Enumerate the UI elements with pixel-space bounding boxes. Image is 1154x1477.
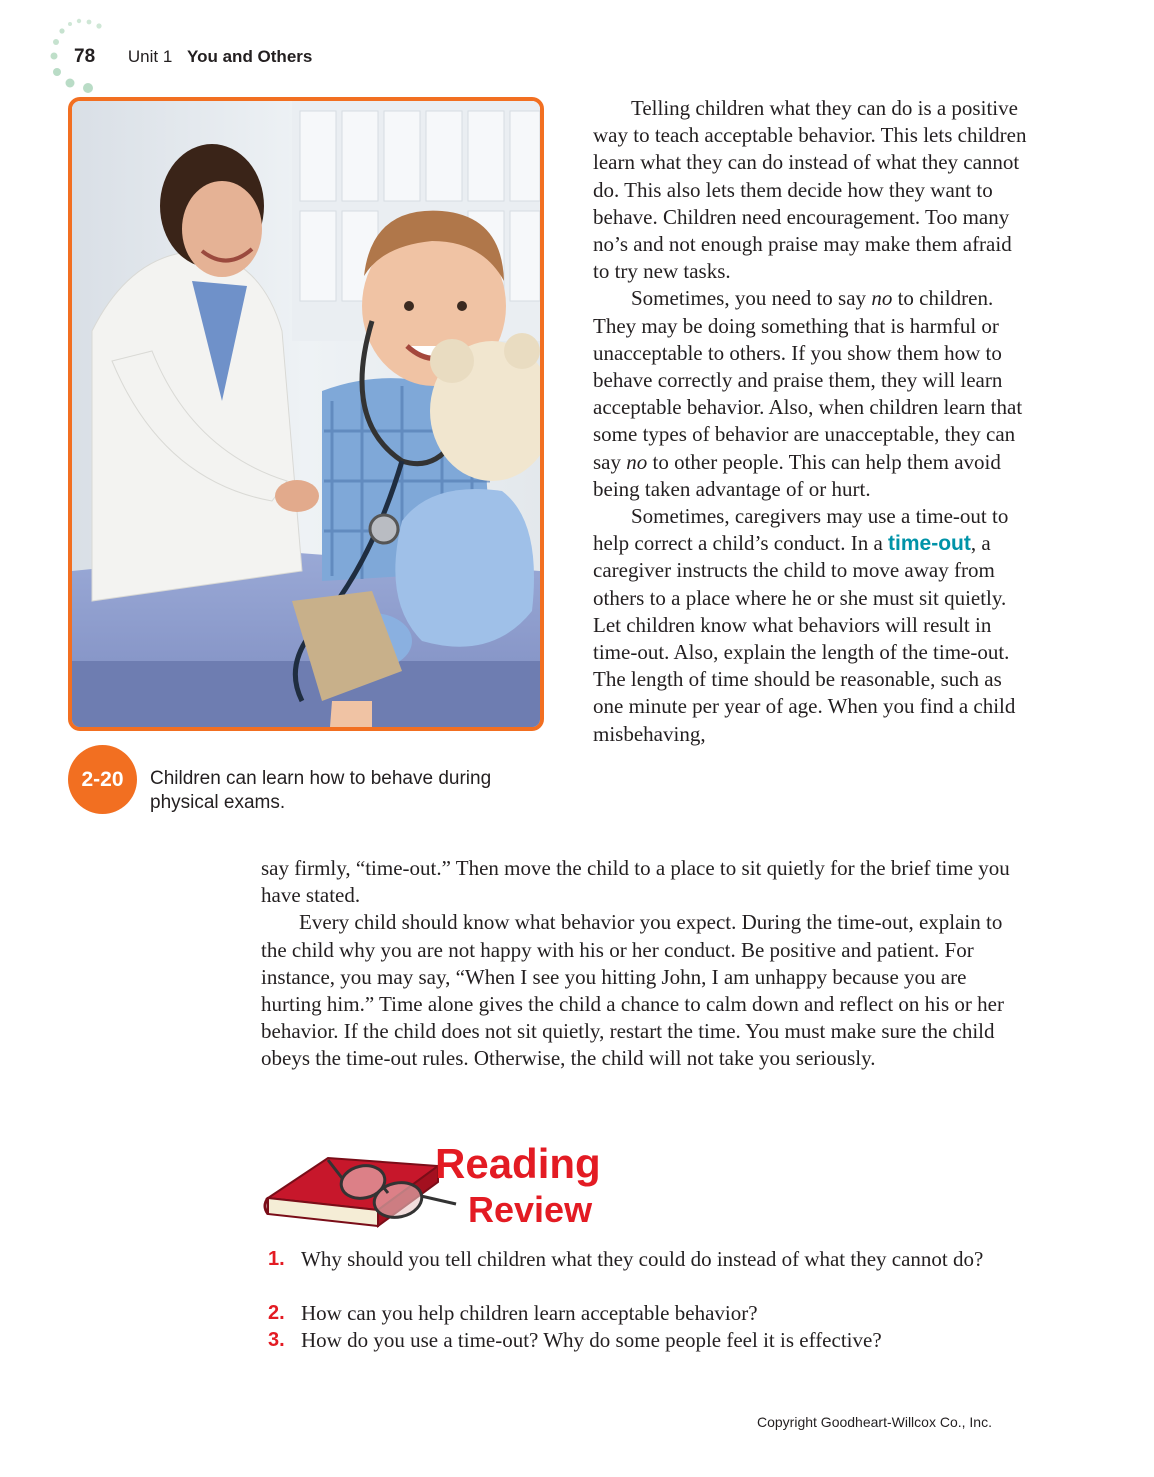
reading-review-subtitle: Review bbox=[468, 1189, 593, 1230]
page-number: 78 bbox=[74, 46, 96, 67]
question-number: 3. bbox=[268, 1329, 285, 1351]
figure-number-badge: 2-20 bbox=[68, 745, 137, 814]
book-glasses-icon bbox=[258, 1148, 458, 1232]
review-question bbox=[268, 1246, 1038, 1273]
paragraph-4: Every child should know what behavior you expect. During the time-out, explain to the child why you are not happy with his or her conduct. Be positive and patient. For instance, you may say, “When I see you hitting John, I am unhappy because you are hurting him.” Time alone gives the child a chance to calm down and reflect on his or her behavior. If the child does not sit quietly, restart the time. You must make sure the child obeys the time-out rules. Otherwise, the child will not take you seriously. bbox=[261, 910, 1004, 1071]
doctor-child-illustration bbox=[72, 101, 540, 727]
key-term-time-out: time-out bbox=[888, 532, 971, 556]
emphasis-no: no bbox=[871, 286, 893, 311]
wide-text bbox=[261, 855, 1031, 1073]
emphasis-no: no bbox=[626, 449, 648, 474]
question-text: How do you use a time-out? Why do some people feel it is effective? bbox=[301, 1328, 882, 1352]
reading-review-title: Reading bbox=[435, 1140, 601, 1187]
question-text: How can you help children learn acceptable behavior? bbox=[301, 1301, 758, 1325]
copyright-footer: Copyright Goodheart-Willcox Co., Inc. bbox=[757, 1414, 992, 1430]
right-column-text bbox=[593, 95, 1033, 748]
unit-title: You and Others bbox=[187, 47, 313, 66]
paragraph-3: Sometimes, caregivers may use a time-out to help correct a child’s conduct. In a time-out, a caregiver instructs the child to move away from others to a place where he or she must sit quietly. Let children know what behaviors will result in time-out. Also, explain the length of the time-out. The length of time should be reasonable, such as one minute per year of age. When you find a child misbehaving, bbox=[593, 504, 1016, 746]
question-text: Why should you tell children what they could do instead of what they cannot do? bbox=[301, 1247, 984, 1271]
figure-caption: Children can learn how to behave during physical exams. bbox=[150, 768, 492, 813]
paragraph-2: Sometimes, you need to say no to children. They may be doing something that is harmful or unacceptable to others. If you show them how to behave correctly and praise them, they will learn acceptable behavior. Also, when children learn that some types of behavior are unacceptable, they can say no to other people. This can help them avoid being taken advantage of or hurt. bbox=[593, 286, 1023, 501]
question-number: 2. bbox=[268, 1302, 285, 1324]
question-number: 1. bbox=[268, 1248, 285, 1270]
figure-photo bbox=[68, 97, 544, 731]
paragraph-1: Telling children what they can do is a positive way to teach acceptable behavior. This lets children learn what they can do instead of what they cannot do. This also lets them decide how they want to behave. Children need encouragement. Too many no’s and not enough praise may make them afraid to try new tasks. bbox=[593, 96, 1027, 284]
unit-label: Unit 1 bbox=[127, 47, 173, 66]
paragraph-3-continued: say firmly, “time-out.” Then move the child to a place to sit quietly for the brief time you have stated. bbox=[261, 856, 1010, 908]
review-question bbox=[268, 1327, 1038, 1354]
review-question bbox=[268, 1300, 1038, 1327]
running-header bbox=[74, 46, 312, 68]
